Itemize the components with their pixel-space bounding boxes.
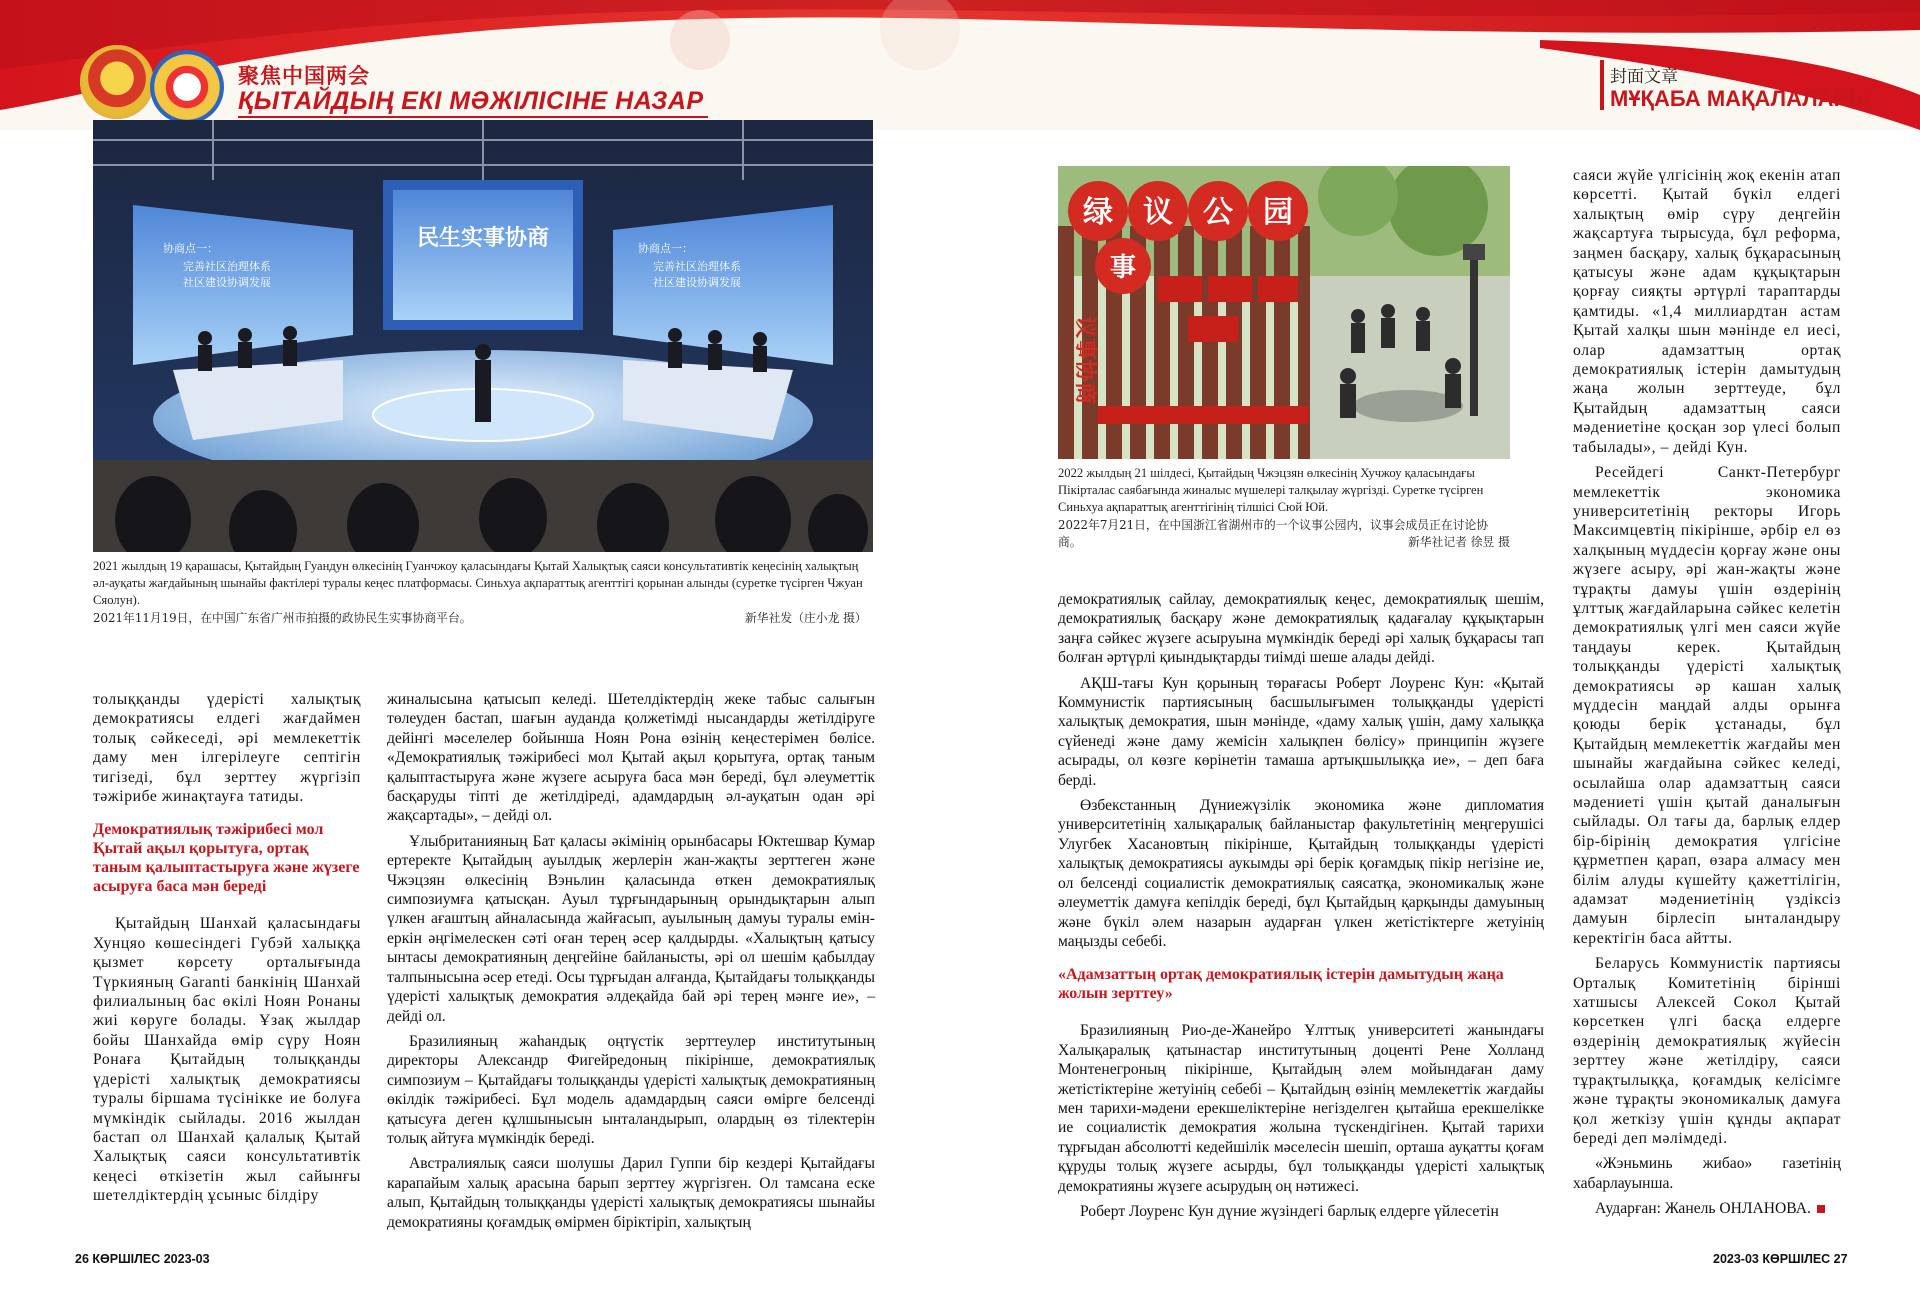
- footer-right: 2023-03 КӨРШІЛЕС 27: [1713, 1252, 1848, 1266]
- paragraph: демократиялық сайлау, демократиялық кеңес, демократиялық шешім, демократиялық басқару және демократиялық қадағалау құқықтарын заңға сәйкес жүзеге асыруына мүмкіндік береді әрі халық бұқарасы тап болған әртүрлі қиындықтарды тиімді шеше алады дейді.: [1058, 591, 1544, 667]
- cppcc-emblem-icon: [150, 50, 224, 124]
- subheading: Демократиялық тәжірибесі мол Қытай ақыл қорытуға, ортақ таным қалыптастыруға және жүзеге асыруға баса мән береді: [93, 821, 360, 896]
- photo1-caption-zh: 2021年11月19日，在中国广东省广州市拍摄的政协民生实事协商平台。: [93, 611, 472, 625]
- paragraph: Қытайдың Шанхай қаласындағы Хунцяо көшесіндегі Губэй халыққа қызмет көрсету орталығында Түркияның Garanti банкінің Шанхай филиалының бас өкілі Ноян Ронаны жиі көруге болады. Ұзақ жылдар бойы Шанхайда өмір сүру Ноян Ронаға Қытайдың толыққанды үдерісті халықтық демократиясы туралы біршама түсінікке ие болуға мүмкіндік сыйлады. 2016 жылдан бастап ол Шанхай қалалық Қытай Халықтық саяси консультативтік кеңесі өткізетін жыл сайынғы шетелдіктердің ұсыныс білдіру: [93, 915, 361, 1205]
- header-rule: [238, 116, 708, 118]
- svg-text:完善社区治理体系: 完善社区治理体系: [183, 260, 271, 273]
- vertical-sign-text: 议事协商: [1072, 316, 1097, 405]
- end-mark-icon: [1817, 1205, 1825, 1213]
- studio-photo: [93, 120, 873, 552]
- paragraph: Өзбекстанның Дүниежүзілік экономика және дипломатия университетінің халықаралық байланыстар факультетінің меңгерушісі Улугбек Хасановтың пікірінше, Қытайдың толыққанды үдерісті халықтық демократиясы аукымды әрі берік қоғамдық пікір негізіне ие, ол белсенді социалистік демократиялық саясатқа, экономикалық және әлеуметтік дамуға кепілдік береді, бұл Қытайдың қарқынды дамуының және бүкіл әлем назарын аударған үлкен жетістіктерге жетуінің маңызды себебі.: [1058, 797, 1544, 950]
- photo1-caption: 2021 жылдың 19 қарашасы, Қытайдың Гуандун өлкесінің Гуанчжоу қаласындағы Қытай Халықтық саяси консультативтік кеңесінің халықтың әл-ауқаты жағдайының шынайы фактілері туралы кеңес платформасы. Синьхуа ақпараттық агенттігі қорынан алынды (суретке түсірген Чжуан Сяолун).: [93, 559, 863, 607]
- paragraph: Роберт Лоуренс Кун дүние жүзіндегі барлық елдерге үйлесетін: [1080, 1202, 1499, 1220]
- section-marker: [1600, 60, 1604, 110]
- paragraph: Бразилияның Рио-де-Жанейро Ұлттық университеті жанындағы Халықаралық қатынастар институтының доценті Рене Холланд Монтенегроның пікірінше, Қытайдың әлем мойындаған даму жетістіктеріне жетуінің себебі – Қытайдың өзінің мемлекеттік жағдайы мен тарихи-мәдени ерекшеліктеріне негізделген қытайша ерекшелікке ие социалистік демократия жолына түскендігінен. Қытай тарихи тұрғыдан абсолютті кедейшілік мәселесін шешіп, орташа ауқатты қоғам құруды толық жүзеге асырды, бұл толыққанды үдерісті халықтық демократияны жүзеге асырудың оң нәтижесі.: [1058, 1022, 1544, 1195]
- header-title-kk: ҚЫТАЙДЫҢ ЕКІ МӘЖІЛІСІНЕ НАЗАР: [238, 87, 704, 115]
- paragraph: саяси жүйе үлгісінің жоқ екенін атап көрсетті. Қытай бүкіл елдегі халықтың өмір сүру деңгейін жақсартуға тырысуда, бұл реформа, заңмен басқару, халық бұқарасының қатысуы және адам құқықтарын қорғау сияқты әртүрлі тараптарды қамтиды. «1,4 миллиардтан астам Қытай халқы шын мәнінде ел иесі, олар адамзаттың ортақ демократиялық істерін дамытудың жаңа жолын зерттеуде, бұл Қытайдың адамзаттың саяси мәдениетіне қосқан зор үлесі болып табылады», – дейді Кун.: [1573, 167, 1841, 456]
- sign-char: 公: [1203, 195, 1233, 230]
- sign-char: 事: [1109, 253, 1137, 283]
- photo2-credit: 新华社记者 徐昱 摄: [1408, 535, 1510, 549]
- svg-text:完善社区治理体系: 完善社区治理体系: [653, 260, 741, 273]
- paragraph: Беларусь Коммунистік партиясы Орталық Комитетінің бірінші хатшысы Алексей Сокол Қытай көрсеткен үлгі басқа елдерге өздерінің демократиялық жүйесін зерттеу және жетілдіру, саяси тұрақтылыққа, қоғамдық келісімге және тұрақты экономикалық дамуға қол жеткізу үшін құнды ақпарат береді деп мәлімдеді.: [1573, 955, 1841, 1147]
- article-column-2: [387, 690, 875, 1238]
- paragraph: толыққанды үдерісті халықтық демократиясы елдегі жағдаймен толық сәйкеседі, әрі мемлекеттік даму мен ілгерілеуге септігін тигізеді, бұл зерттеу жүргізіп тәжірибе жинақтауға татиды.: [93, 691, 361, 806]
- sign-char: 议: [1143, 195, 1173, 230]
- article-column-1: [93, 690, 361, 1212]
- paragraph: жиналысына қатысып келеді. Шетелдіктердің жеке табыс салығын төлеуден бастап, шағын ауданда қолжетімді нысандарды жетілдіруге дейінгі мәселелер бойынша Ноян Рона өзінің кеңестерімен бөлісе. «Демократиялық тәжірибесі мол Қытай ақыл қорытуға, ортақ таным қалыптастыруға және жүзеге асыруға баса мән береді, бұл әлеуметтік басқаруды тіпті де жетілдіреді, адамдардың әл-ауқатын одан әрі жақсартады», – дейді ол.: [387, 691, 875, 825]
- photo2-caption-zh: 2022年7月21日，在中国浙江省湖州市的一个议事公园内，议事会成员正在讨论协商。: [1058, 518, 1489, 549]
- paragraph: «Жэньминь жибао» газетінің хабарлауынша.: [1573, 1155, 1841, 1192]
- photo1-credit: 新华社发（庄小龙 摄）: [745, 611, 867, 625]
- sign-char: 绿: [1083, 195, 1113, 230]
- park-photo: [1058, 166, 1510, 459]
- photo2-caption: 2022 жылдың 21 шілдесі, Қытайдың Чжэцзян өлкесінің Хучжоу қаласындағы Пікірталас саябағында жиналыс мүшелері талқылау жүргізді. Суретке түсірген Синьхуа ақпараттық агенттігінің тілшісі Сюй Юй.: [1058, 466, 1484, 514]
- paragraph: Ресейдегі Санкт-Петербург мемлекеттік экономика университетінің ректоры Игорь Максимцевтің пікірінше, әрбір ел өз халқының мүддесін қорғау және оны жүзеге асыру, әрі жан-жақты және тұрақты дамуы үшін өздерінің ұлттық жағдайларына сәйкес келетін демократиялық үлгі мен саяси жүйе таңдауы керек. Қытайдың толыққанды үдерісті халықтық демократиясы әр кашан халық мүддесін маңдай алды орынға қоюды берік ұстанады, бұл Қытайдың мемлекеттік жағдайы мен шынайы жағдайына сәйкес келеді, осылайша олар адамзаттың саяси мәдениеті үшін қытай даналығын сыйлады. Ол тағы да, барлық елдер бір-бірінің демократия үлгісіне құрметпен қарап, өзара алмасу мен білім алуды күшейту қажеттілігін, адамзат мәдениетінің үздіксіз дамуын бірлесіп ынталандыру керектігін баса айтты.: [1573, 464, 1841, 947]
- subheading: «Адамзаттың ортақ демократиялық істерін дамытудың жаңа жолын зерттеу»: [1058, 966, 1504, 1003]
- paragraph: АҚШ-тағы Кун қорының төрағасы Роберт Лоуренс Кун: «Қытай Коммунистік партиясының басшылығымен толыққанды үдерісті халықтық демократия, шын мәнінде, «даму халық үшін, даму халыққа сүйенеді және даму жемісін халықпен бөлісу» принципін жүзеге асырады, ол көзге көрінетін тамаша артықшылыққа ие», – деп баға берді.: [1058, 674, 1544, 789]
- paragraph: Австралиялық саяси шолушы Дарил Гуппи бір кездері Қытайдағы карапайым халық арасына барып зерттеу жүргізген. Ол тамсана еске алып, Қытайдың толыққанды үдерісті халықтық демократиясы шынайы демократияны қоғамдық өмірмен біріктіріп, халықтың: [387, 1155, 875, 1231]
- stage-text: 民生实事协商: [416, 226, 550, 251]
- footer-left: 26 КӨРШІЛЕС 2023-03: [75, 1252, 210, 1266]
- national-emblem-icon: [80, 45, 154, 119]
- header-title-zh: 聚焦中国两会: [238, 63, 370, 88]
- svg-text:协商点一：: 协商点一：: [638, 242, 693, 255]
- paragraph: Ұлыбританияның Бат қаласы әкімінің орынбасары Юктешвар Кумар ертеректе Қытайдың ауылдық жерлерін жан-жақты зерттеген және Чжэцзян өлкесінің Вэньлин қаласында өткен демократиялық симпозиумға қатысқан. Ауыл тұрғындарының орындықтарын алып үлкен ағаштың айналасында жайғасып, ауылының дамуы туралы емін-еркін әңгімелескен сәті оған терең әсер қалдырды. «Халықтың қатысу ынтасы демократияның деңгейіне байланысты, әрі ол шешім қабылдау талпынысына әсер етеді. Осы тұрғыдан алғанда, Қытайдағы толыққанды үдерісті халықтық демократия әлдеқайда бай әрі терең мәнге ие», – дейді ол.: [387, 832, 875, 1025]
- section-title-kk: МҰҚАБА МАҚАЛАЛАРЫ: [1610, 86, 1870, 111]
- svg-text:社区建设协调发展: 社区建设协调发展: [653, 276, 741, 289]
- article-column-3: [1058, 590, 1544, 1227]
- svg-text:社区建设协调发展: 社区建设协调发展: [183, 276, 271, 289]
- article-column-4: [1573, 166, 1841, 1225]
- svg-text:协商点一：: 协商点一：: [163, 242, 218, 255]
- paragraph: Бразилияның жаһандық оңтүстік зерттеулер институтының директоры Александр Фигейредоның пікірінше, демократиялық симпозиум – Қытайдағы толыққанды үдерісті халықтық демократияның өкілдік тәжірибесі. Бұл модель адамдардың саяси өмірге белсенді қатысуға деген құлшынысын ынталандырып, олардың өз тілектерін толық айтуға мүмкіндік береді.: [387, 1032, 875, 1147]
- section-title-zh: 封面文章: [1610, 67, 1678, 87]
- sign-char: 园: [1263, 195, 1293, 230]
- translator-credit: Аударған: Жанель ОНЛАНОВА.: [1573, 1199, 1841, 1218]
